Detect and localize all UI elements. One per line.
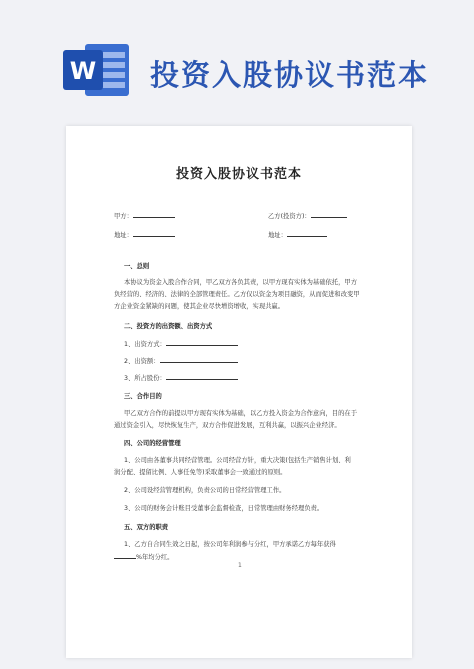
section-1-line-1: 本协议为资金入股合作合同，甲乙双方各负其责，以甲方现有实体为基础依托，甲方 xyxy=(124,279,357,286)
address-a-blank xyxy=(133,230,175,237)
party-b-label: 乙方(投资方)： xyxy=(268,213,311,220)
party-b-blank xyxy=(311,211,347,218)
section-5-heading: 五、双方的职责 xyxy=(124,524,169,531)
address-a-label: 地址： xyxy=(114,232,133,239)
party-a-label: 甲方： xyxy=(114,213,133,220)
section-4-line-1: 1、公司由各董事共同经营管理。公司经营方针，重大决策(包括生产销售计划、利 xyxy=(124,457,351,464)
word-icon xyxy=(63,42,131,98)
party-a-blank xyxy=(133,211,175,218)
contribution-method-field xyxy=(124,339,238,349)
header-title: 投资入股协议书范本 xyxy=(150,58,430,92)
share-field xyxy=(124,373,238,383)
section-4-line-2: 润分配、提留比例、人事任免等)采取董事会一致通过的原则。 xyxy=(114,469,287,476)
section-2-heading: 二、投资方的出资额、出资方式 xyxy=(124,323,213,330)
dividend-label: %年均分红。 xyxy=(136,554,174,561)
address-b-field xyxy=(268,230,327,240)
section-1-line-2: 负经营的、经济的、法律的全部管理责任。乙方仅以资金为项目融资，从而促进和改变甲 xyxy=(114,291,360,298)
contribution-amount-field xyxy=(124,356,238,366)
document-title: 投资入股协议书范本 xyxy=(175,167,302,182)
document-page xyxy=(66,126,412,658)
dividend-blank xyxy=(114,552,136,559)
section-1-line-3: 方企业资金紧缺的问题，使其企业尽快增资增收，实现共赢。 xyxy=(114,303,285,310)
address-a-field xyxy=(114,230,175,240)
svg-text:W: W xyxy=(69,57,97,85)
address-b-blank xyxy=(287,230,327,237)
party-a-field xyxy=(114,211,175,221)
section-4-line-3: 2、公司设经营管理机构，负责公司的日常经营管理工作。 xyxy=(124,487,286,494)
section-4-heading: 四、公司的经营管理 xyxy=(124,440,181,447)
section-5-line-1: 1、乙方自合同生效之日起，按公司年利润参与分红，甲方承诺乙方每年获得 xyxy=(124,541,336,548)
share-label: 3、所占股份： xyxy=(124,375,166,382)
address-b-label: 地址： xyxy=(268,232,287,239)
header-banner xyxy=(0,0,474,120)
section-3-line-1: 甲乙双方合作的前提以甲方现有实体为基础，以乙方投入资金为合作意向，目的在于 xyxy=(124,410,357,417)
page-number: 1 xyxy=(238,562,242,569)
contribution-amount-blank xyxy=(160,356,238,363)
section-3-heading: 三、合作目的 xyxy=(124,393,162,400)
section-1-heading: 一、总则 xyxy=(124,263,150,270)
contribution-amount-label: 2、出资额： xyxy=(124,358,160,365)
contribution-method-blank xyxy=(166,339,238,346)
contribution-method-label: 1、出资方式： xyxy=(124,341,166,348)
section-5-line-2 xyxy=(114,552,173,562)
share-blank xyxy=(166,373,238,380)
section-3-line-2: 通过资金引入，尽快恢复生产，双方合作促进发展，互利共赢，以振兴企业经济。 xyxy=(114,422,341,429)
party-b-field xyxy=(268,211,347,221)
section-4-line-4: 3、公司的财务会计账目受董事会监督检查，日常管理由财务经理负责。 xyxy=(124,505,324,512)
